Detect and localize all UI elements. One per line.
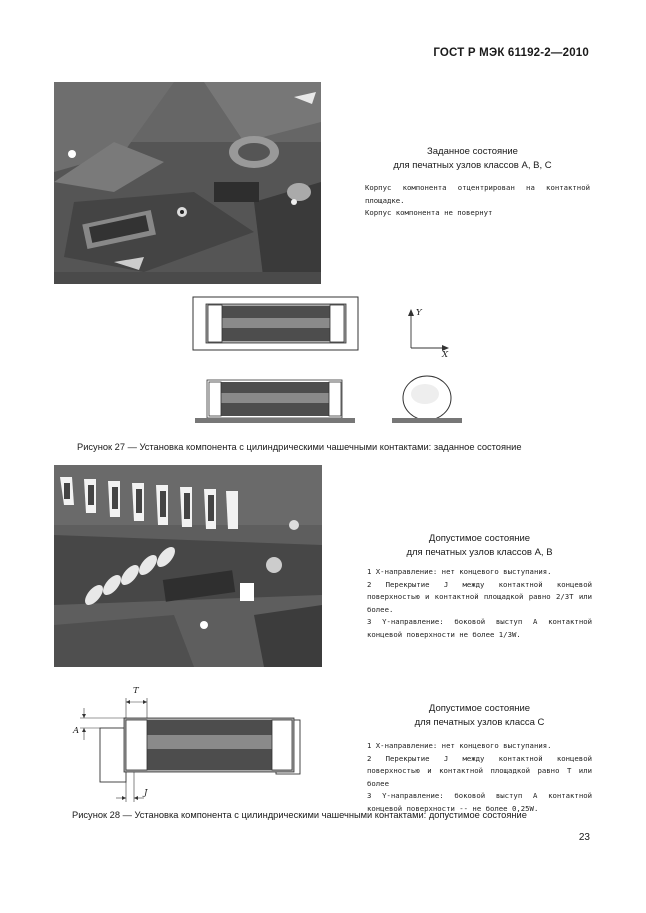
axis-y-label: Y bbox=[416, 308, 422, 318]
note-c-2: 2 Перекрытие J между контактной концевой поверхностью и контактной площадкой равно T или более bbox=[367, 753, 592, 788]
top-view-diagram bbox=[192, 296, 360, 357]
note-c-1: 1 X-направление: нет концевого выступания. bbox=[367, 741, 552, 750]
dim-j-label: J bbox=[144, 788, 148, 798]
photo-desired-state bbox=[54, 82, 321, 284]
desired-state-title: Заданное состояние bbox=[427, 146, 518, 157]
standard-header: ГОСТ Р МЭК 61192-2—2010 bbox=[433, 47, 589, 59]
dim-a-label: A bbox=[73, 726, 80, 736]
desired-state-notes bbox=[365, 182, 590, 220]
axis-indicator bbox=[400, 306, 460, 366]
acceptable-c-heading bbox=[367, 702, 592, 730]
page-number: 23 bbox=[578, 832, 590, 843]
desired-state-heading bbox=[360, 145, 585, 173]
acceptable-c-title: Допустимое состояние bbox=[428, 703, 531, 714]
note-centered: Корпус компонента отцентрирован на контактной площадке. bbox=[365, 183, 590, 205]
note-ab-1: 1 X-направление: нет концевого выступания. bbox=[367, 567, 552, 576]
note-not-rotated: Корпус компонента не повернут bbox=[365, 208, 493, 217]
note-ab-3: 3 Y-направление: боковой выступ A контактной концевой поверхности не более 1/3W. bbox=[367, 617, 592, 639]
acceptable-c-subtitle: для печатных узлов класса С bbox=[414, 717, 545, 728]
acceptable-ab-notes bbox=[367, 566, 592, 641]
acceptable-ab-heading bbox=[367, 532, 592, 560]
axis-x-label: X bbox=[442, 350, 449, 360]
acceptable-ab-title: Допустимое состояние bbox=[428, 533, 531, 544]
acceptable-c-notes bbox=[367, 740, 592, 815]
note-c-3: 3 Y-направление: боковой выступ A контактной концевой поверхности -- не более 0,25W. bbox=[367, 791, 592, 813]
figure-28-caption: Рисунок 28 — Установка компонента с цилиндрическими чашечными контактами: допустимое состояние bbox=[72, 810, 527, 820]
photo-acceptable-state bbox=[54, 465, 322, 667]
acceptable-ab-subtitle: для печатных узлов классов А, В bbox=[406, 547, 553, 558]
note-ab-2: 2 Перекрытие J между контактной концевой поверхностью и контактной площадкой равно 2/3T или более. bbox=[367, 579, 592, 614]
dim-t-label: T bbox=[133, 686, 139, 696]
offset-diagram bbox=[70, 688, 310, 811]
side-view-diagram bbox=[195, 376, 355, 431]
desired-state-subtitle: для печатных узлов классов А, В, С bbox=[393, 160, 552, 171]
end-view-diagram bbox=[392, 372, 464, 433]
figure-27-caption: Рисунок 27 — Установка компонента с цилиндрическими чашечными контактами: заданное состояние bbox=[77, 442, 522, 452]
